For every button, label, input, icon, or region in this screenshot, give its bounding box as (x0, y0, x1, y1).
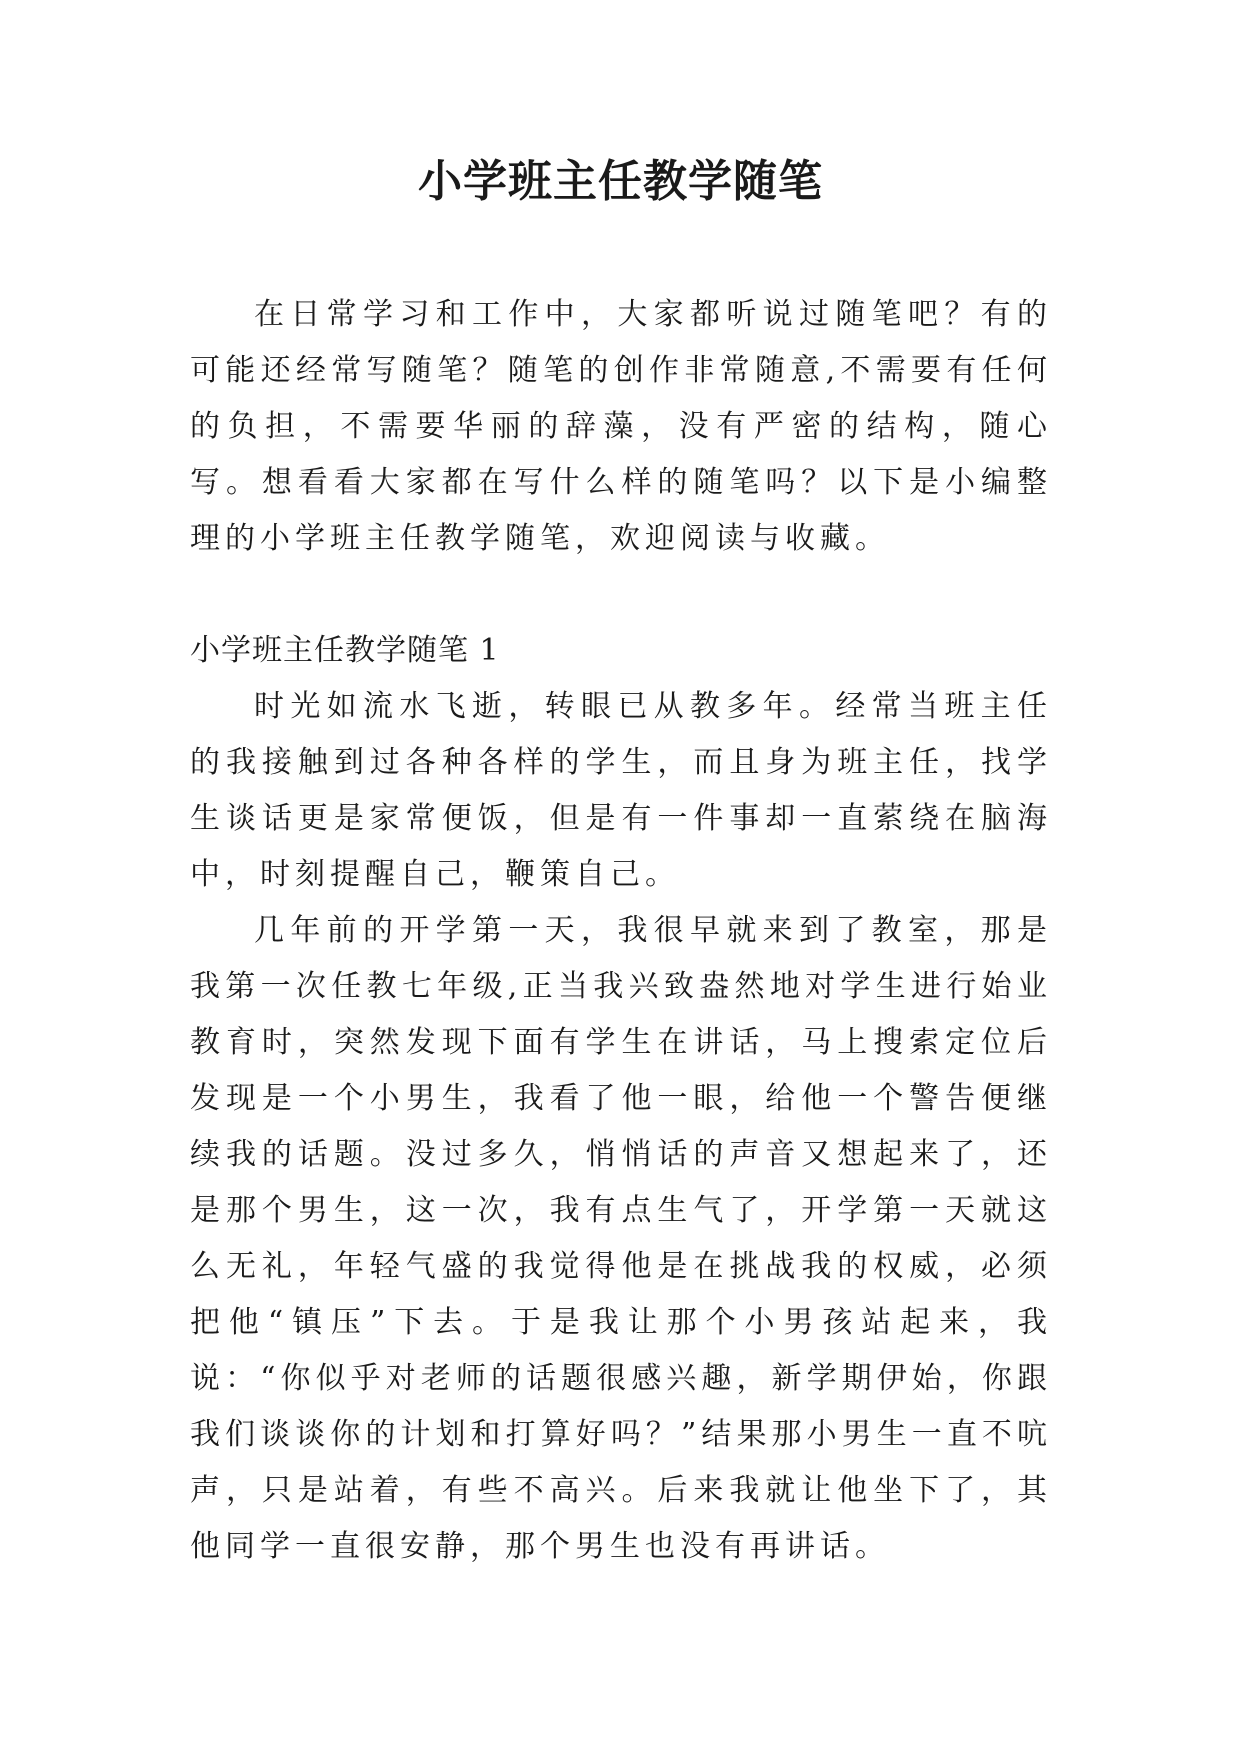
document-body (190, 287, 1052, 1575)
section-heading: 小学班主任教学随笔 1 (190, 633, 500, 668)
body-paragraph-2: 几年前的开学第一天，我很早就来到了教室，那是我第一次任教七年级,正当我兴致盎然地对学生进行始业教育时，突然发现下面有学生在讲话，马上搜索定位后发现是一个小男生，我看了他一眼，给他一个警告便继续我的话题。没过多久，悄悄话的声音又想起来了，还是那个男生，这一次，我有点生气了，开学第一天就这么无礼，年轻气盛的我觉得他是在挑战我的权威，必须把他“镇压”下去。于是我让那个小男孩站起来，我说：“你似乎对老师的话题很感兴趣，新学期伊始，你跟我们谈谈你的计划和打算好吗？”结果那小男生一直不吭声，只是站着，有些不高兴。后来我就让他坐下了，其他同学一直很安静，那个男生也没有再讲话。 (190, 913, 1052, 1564)
body-paragraph-1: 时光如流水飞逝，转眼已从教多年。经常当班主任的我接触到过各种各样的学生，而且身为班主任，找学生谈话更是家常便饭，但是有一件事却一直萦绕在脑海中，时刻提醒自己，鞭策自己。 (190, 689, 1052, 892)
document-title: 小学班主任教学随笔 (418, 156, 823, 207)
intro-paragraph: 在日常学习和工作中，大家都听说过随笔吧？有的可能还经常写随笔？随笔的创作非常随意,不需要有任何的负担，不需要华丽的辞藻，没有严密的结构，随心写。想看看大家都在写什么样的随笔吗？以下是小编整理的小学班主任教学随笔，欢迎阅读与收藏。 (190, 297, 1052, 556)
